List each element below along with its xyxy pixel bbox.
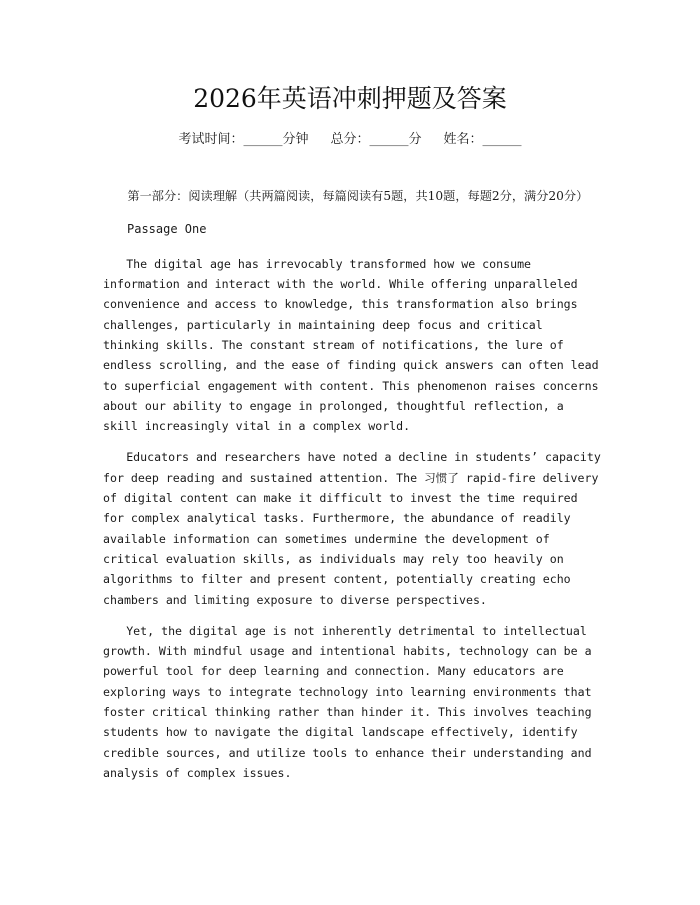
- name-field: 姓名：______: [443, 132, 522, 147]
- page-title: 2026年英语冲刺押题及答案: [193, 84, 507, 113]
- passage-paragraph: Yet, the digital age is not inherently detrimental to intellectual growth. With mindful usage and intentional habits, technology can be a powerful tool for deep learning and connection. Many educators are exploring ways to integrate technology into learning environments that foster critical thinking rather than hinder it. This involves teaching students how to navigate the digital landscape effectively, identify credible sources, and utilize tools to enhance their understanding and analysis of complex issues.: [103, 623, 592, 780]
- exam-time-field: 考试时间：______分钟: [178, 132, 309, 147]
- section-heading: 第一部分：阅读理解（共两篇阅读，每篇阅读有5题，共10题，每题2分，满分20分）: [127, 189, 589, 203]
- passage-paragraph: Educators and researchers have noted a decline in students’ capacity for deep reading and sustained attention. The 习惯了 rapid-fire delivery of digital content can make it difficult to invest the time required for complex analytical tasks. Furthermore, the abundance of readily available information can sometimes undermine the development of critical evaluation skills, as individuals may rely too heavily on algorithms to filter and present content, potentially creating echo chambers and limiting exposure to diverse perspectives.: [103, 450, 601, 607]
- passage-label: Passage One: [127, 222, 207, 237]
- total-score-field: 总分：______分: [330, 132, 422, 147]
- exam-info-line: [0, 130, 700, 150]
- passage-paragraph: The digital age has irrevocably transformed how we consume information and interact with the world. While offering unparalleled convenience and access to knowledge, this transformation also brings challenges, particularly in maintaining deep focus and critical thinking skills. The constant stream of notifications, the lure of endless scrolling, and the ease of finding quick answers can often lead to superficial engagement with content. This phenomenon raises concerns about our ability to engage in prolonged, thoughtful reflection, a skill increasingly vital in a complex world.: [103, 256, 599, 434]
- document-body: [103, 186, 603, 794]
